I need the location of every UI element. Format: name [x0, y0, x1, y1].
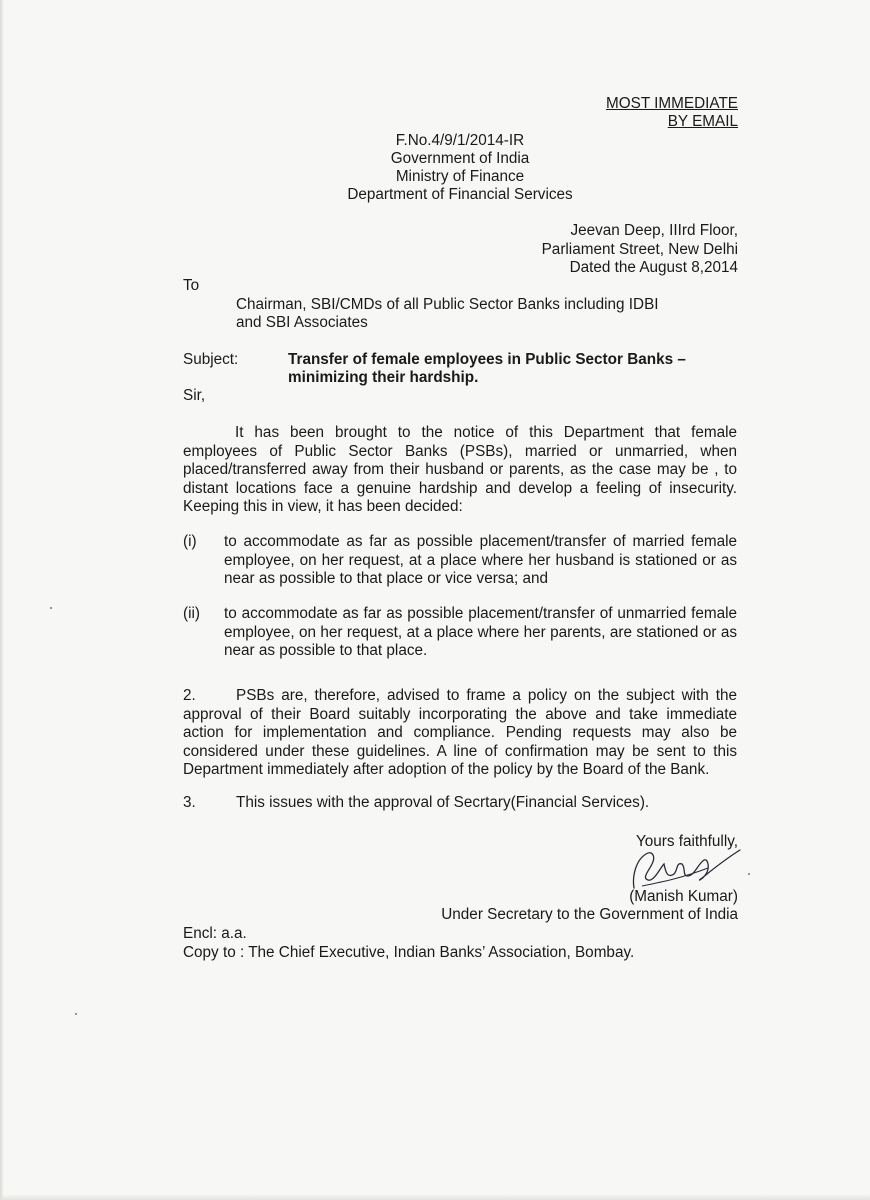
address-line2: Parliament Street, New Delhi	[541, 241, 738, 258]
recipient-line1: Chairman, SBI/CMDs of all Public Sector Banks including IDBI	[236, 296, 659, 313]
scan-edge	[0, 0, 4, 1200]
ministry-name: Ministry of Finance	[395, 168, 525, 185]
government-name: Government of India	[390, 150, 530, 167]
letter-date: Dated the August 8,2014	[569, 259, 738, 276]
paragraph-2-number: 2.	[183, 687, 196, 704]
priority-label: MOST IMMEDIATE	[605, 95, 738, 112]
subject-label: Subject:	[183, 351, 239, 368]
paragraph-3-number: 3.	[183, 794, 196, 811]
paragraph-3: This issues with the approval of Secrtary(Financial Services).	[236, 794, 650, 811]
signatory-name: (Manish Kumar)	[629, 888, 738, 905]
signatory-designation: Under Secretary to the Government of India	[441, 906, 738, 923]
paragraph-2: PSBs are, therefore, advised to frame a policy on the subject with the approval of their Board suitably incorporating the above and take immediate action for implementation and compliance. Pending requests may also be considered under these guidelines. A line of confirmation may be sent to this Department immediately after adoption of the policy by the Board of the Bank.	[183, 687, 737, 778]
salutation: Sir,	[183, 387, 206, 404]
scan-edge-bottom	[0, 1194, 870, 1200]
scan-speck	[50, 607, 52, 609]
subject-line1: Transfer of female employees in Public Sector Banks –	[288, 351, 686, 368]
subject-line2: minimizing their hardship.	[288, 369, 479, 386]
valediction: Yours faithfully,	[635, 833, 738, 850]
item-marker: (ii)	[183, 605, 200, 622]
recipient-line2: and SBI Associates	[236, 314, 368, 331]
file-number: F.No.4/9/1/2014-IR	[395, 132, 525, 149]
to-label: To	[183, 277, 200, 294]
item-text: to accommodate as far as possible placement/transfer of married female employee, on her request, at a place where her husband is stationed or as near as possible to that place or vice versa; and	[224, 533, 737, 587]
enclosure-note: Encl: a.a.	[183, 925, 247, 942]
item-marker: (i)	[183, 533, 197, 550]
mode-label: BY EMAIL	[667, 113, 738, 130]
paragraph-1: It has been brought to the notice of this Department that female employees of Public Sector Banks (PSBs), married or unmarried, when placed/transferred away from their husband or parents, as the case may be , to distant locations face a genuine hardship and develop a feeling of insecurity. Keeping this in view, it has been decided:	[183, 424, 737, 515]
address-line1: Jeevan Deep, IIIrd Floor,	[570, 222, 738, 239]
department-name: Department of Financial Services	[347, 186, 573, 203]
copy-to-note: Copy to : The Chief Executive, Indian Banks’ Association, Bombay.	[183, 944, 635, 961]
item-text: to accommodate as far as possible placement/transfer of unmarried female employee, on her request, at a place where her parents, are stationed or as near as possible to that place.	[224, 605, 737, 659]
scan-speck	[75, 1013, 77, 1015]
scan-speck	[748, 873, 750, 875]
